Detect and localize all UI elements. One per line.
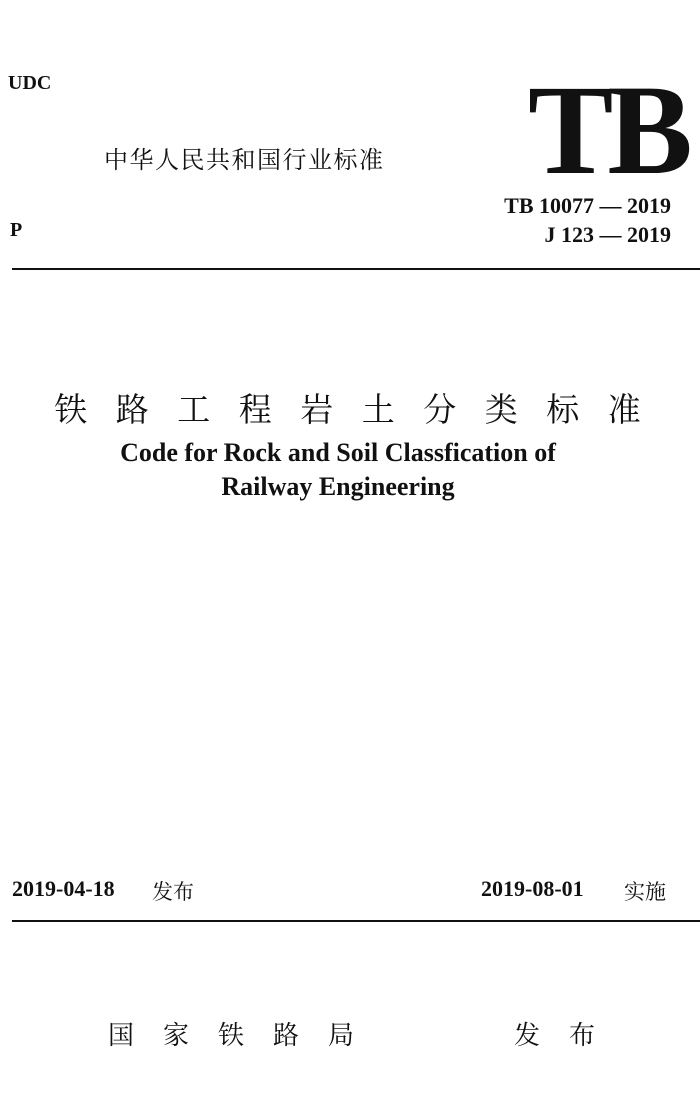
document-title-chinese: 铁 路 工 程 岩 土 分 类 标 准 — [54, 390, 650, 429]
tb-logo: TB — [528, 59, 687, 201]
implementation-date: 2019-08-01 — [481, 876, 584, 901]
footer-divider — [12, 920, 700, 922]
document-title-english-line2: Railway Engineering — [221, 472, 455, 501]
issue-label: 发布 — [152, 880, 194, 904]
registration-number: J 123 — 2019 — [544, 222, 671, 247]
publisher-name: 国家铁路局 — [108, 1021, 384, 1051]
classification-code: P — [10, 219, 23, 241]
udc-label: UDC — [8, 72, 52, 94]
publish-action-label: 发布 — [514, 1021, 625, 1051]
document-title-english-line1: Code for Rock and Soil Classfication of — [120, 438, 556, 467]
header-divider — [12, 268, 700, 270]
issue-date: 2019-04-18 — [12, 876, 115, 901]
implementation-label: 实施 — [624, 880, 666, 904]
standard-type-heading: 中华人民共和国行业标准 — [104, 146, 385, 174]
standard-number: TB 10077 — 2019 — [504, 193, 671, 218]
